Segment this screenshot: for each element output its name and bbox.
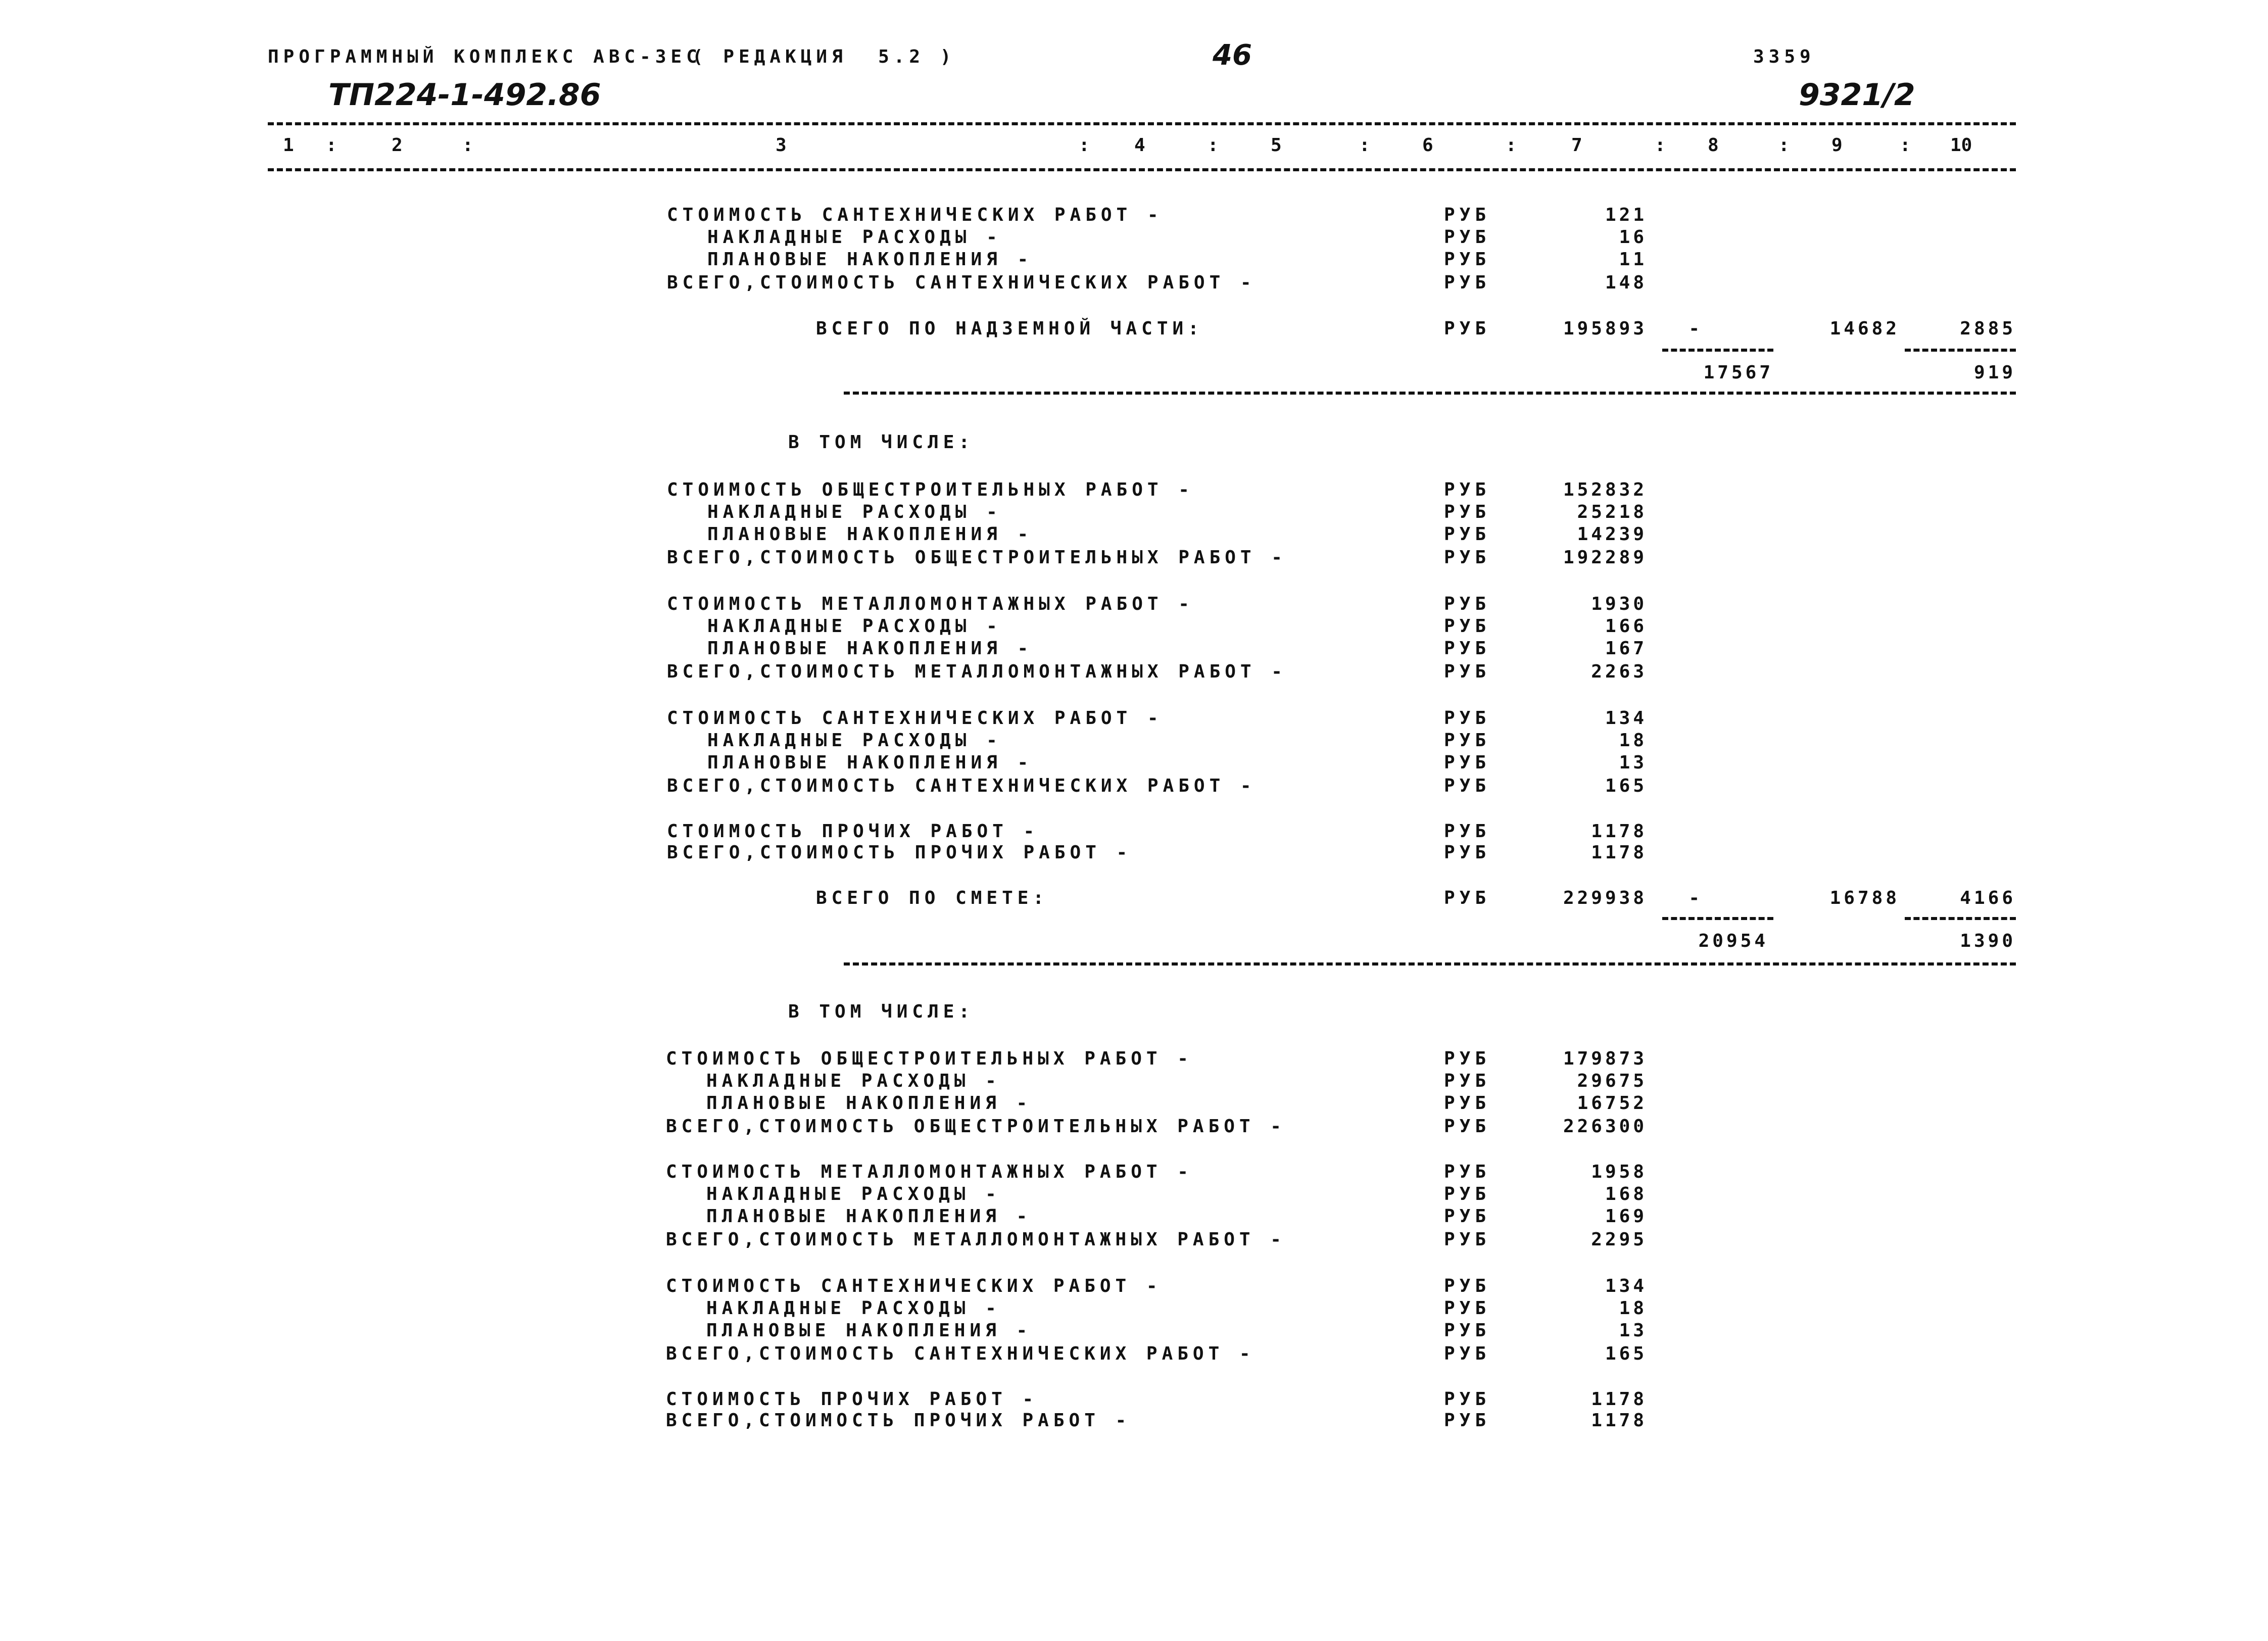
total-c9: 14682 (1829, 318, 1900, 339)
row-value: 2295 (1591, 1229, 1647, 1250)
edition-label: ( РЕДАКЦИЯ 5.2 ) (692, 46, 956, 67)
row-unit: РУБ (1444, 1343, 1491, 1364)
row-label: НАКЛАДНЫЕ РАСХОДЫ - (707, 730, 1002, 751)
col-sep: : (1900, 135, 1911, 156)
row-value: 179873 (1563, 1048, 1647, 1069)
header-bottom-rule (268, 168, 2016, 171)
row-label: СТОИМОСТЬ МЕТАЛЛОМОНТАЖНЫХ РАБОТ - (666, 1162, 1193, 1182)
total-c8: - (1688, 888, 1703, 908)
row-unit: РУБ (1444, 1298, 1491, 1319)
col-sep: : (1778, 135, 1790, 156)
row-unit: РУБ (1444, 616, 1491, 637)
row-value: 152832 (1563, 479, 1647, 500)
row-value: 167 (1605, 638, 1647, 659)
total-c8: - (1688, 318, 1703, 339)
row-unit: РУБ (1444, 661, 1491, 682)
total-label: ВСЕГО ПО НАДЗЕМНОЙ ЧАСТИ: (816, 318, 1203, 339)
col-sep: : (1506, 135, 1517, 156)
c8-underline (1662, 349, 1773, 352)
col-sep: : (1208, 135, 1219, 156)
row-label: НАКЛАДНЫЕ РАСХОДЫ - (706, 1298, 1001, 1319)
including-label: В ТОМ ЧИСЛЕ: (788, 1001, 975, 1022)
row-value: 18 (1619, 1298, 1647, 1319)
row-value: 13 (1619, 1320, 1647, 1341)
total-c7: 229938 (1563, 888, 1647, 908)
row-label: СТОИМОСТЬ ОБЩЕСТРОИТЕЛЬНЫХ РАБОТ - (666, 1048, 1193, 1069)
row-value: 1178 (1591, 1389, 1647, 1410)
row-unit: РУБ (1444, 479, 1491, 500)
row-label: ВСЕГО,СТОИМОСТЬ САНТЕХНИЧЕСКИХ РАБОТ - (666, 1343, 1255, 1364)
row-value: 166 (1605, 616, 1647, 637)
col-sep: : (326, 135, 337, 156)
row-label: НАКЛАДНЫЕ РАСХОДЫ - (706, 1071, 1001, 1091)
col-7: 7 (1571, 135, 1582, 156)
total-unit: РУБ (1444, 318, 1491, 339)
row-label: ПЛАНОВЫЕ НАКОПЛЕНИЯ - (706, 1093, 1032, 1114)
row-unit: РУБ (1444, 1162, 1491, 1182)
row-value: 134 (1605, 708, 1647, 729)
including-label: В ТОМ ЧИСЛЕ: (788, 432, 975, 453)
row-value: 16752 (1577, 1093, 1647, 1114)
row-label: СТОИМОСТЬ САНТЕХНИЧЕСКИХ РАБОТ - (667, 205, 1163, 225)
total-c10-sub: 1390 (1960, 931, 2016, 951)
total-c8-sub: 17567 (1703, 362, 1773, 383)
row-label: ВСЕГО,СТОИМОСТЬ САНТЕХНИЧЕСКИХ РАБОТ - (667, 776, 1256, 796)
row-label: ВСЕГО,СТОИМОСТЬ ОБЩЕСТРОИТЕЛЬНЫХ РАБОТ - (667, 547, 1287, 568)
col-1: 1 (283, 135, 294, 156)
row-unit: РУБ (1444, 1048, 1491, 1069)
row-label: ВСЕГО,СТОИМОСТЬ ПРОЧИХ РАБОТ - (667, 842, 1132, 863)
total-c9: 16788 (1829, 888, 1900, 908)
header-top-rule (268, 122, 2016, 125)
row-value: 25218 (1577, 502, 1647, 522)
col-2: 2 (392, 135, 403, 156)
row-value: 121 (1605, 205, 1647, 225)
row-unit: РУБ (1444, 1229, 1491, 1250)
row-value: 192289 (1563, 547, 1647, 568)
row-value: 2263 (1591, 661, 1647, 682)
row-value: 13 (1619, 752, 1647, 773)
row-unit: РУБ (1444, 1093, 1491, 1114)
row-value: 1958 (1591, 1162, 1647, 1182)
c8-underline (1662, 917, 1773, 920)
row-unit: РУБ (1444, 1116, 1491, 1137)
col-4: 4 (1134, 135, 1145, 156)
row-unit: РУБ (1444, 1410, 1491, 1431)
row-value: 168 (1605, 1184, 1647, 1204)
row-label: ПЛАНОВЫЕ НАКОПЛЕНИЯ - (707, 249, 1033, 270)
total-label: ВСЕГО ПО СМЕТЕ: (816, 888, 1049, 908)
col-9: 9 (1831, 135, 1843, 156)
section-rule (844, 392, 2016, 395)
row-value: 1178 (1591, 1410, 1647, 1431)
total-c10: 2885 (1960, 318, 2016, 339)
row-value: 1178 (1591, 842, 1647, 863)
row-unit: РУБ (1444, 1276, 1491, 1296)
row-value: 165 (1605, 1343, 1647, 1364)
row-value: 226300 (1563, 1116, 1647, 1137)
row-label: НАКЛАДНЫЕ РАСХОДЫ - (707, 227, 1002, 248)
row-value: 14239 (1577, 524, 1647, 545)
row-unit: РУБ (1444, 594, 1491, 614)
row-unit: РУБ (1444, 249, 1491, 270)
program-title: ПРОГРАММНЫЙ КОМПЛЕКС АВС-ЗЕС (268, 46, 702, 67)
row-label: ВСЕГО,СТОИМОСТЬ ПРОЧИХ РАБОТ - (666, 1410, 1131, 1431)
row-unit: РУБ (1444, 547, 1491, 568)
row-unit: РУБ (1444, 1206, 1491, 1227)
row-unit: РУБ (1444, 205, 1491, 225)
row-value: 16 (1619, 227, 1647, 248)
row-label: ПЛАНОВЫЕ НАКОПЛЕНИЯ - (707, 524, 1033, 545)
row-unit: РУБ (1444, 730, 1491, 751)
row-value: 148 (1605, 272, 1647, 293)
row-unit: РУБ (1444, 708, 1491, 729)
col-sep: : (462, 135, 473, 156)
row-value: 165 (1605, 776, 1647, 796)
row-unit: РУБ (1444, 502, 1491, 522)
row-label: ВСЕГО,СТОИМОСТЬ САНТЕХНИЧЕСКИХ РАБОТ - (667, 272, 1256, 293)
total-c10: 4166 (1960, 888, 2016, 908)
row-label: ВСЕГО,СТОИМОСТЬ МЕТАЛЛОМОНТАЖНЫХ РАБОТ - (667, 661, 1287, 682)
row-unit: РУБ (1444, 821, 1491, 842)
col-10: 10 (1950, 135, 1972, 156)
row-value: 169 (1605, 1206, 1647, 1227)
row-label: СТОИМОСТЬ ОБЩЕСТРОИТЕЛЬНЫХ РАБОТ - (667, 479, 1194, 500)
row-label: СТОИМОСТЬ ПРОЧИХ РАБОТ - (667, 821, 1039, 842)
row-label: ПЛАНОВЫЕ НАКОПЛЕНИЯ - (707, 752, 1033, 773)
col-sep: : (1079, 135, 1090, 156)
col-sep: : (1359, 135, 1370, 156)
row-value: 1930 (1591, 594, 1647, 614)
col-8: 8 (1708, 135, 1719, 156)
row-label: НАКЛАДНЫЕ РАСХОДЫ - (706, 1184, 1001, 1204)
total-c7: 195893 (1563, 318, 1647, 339)
row-unit: РУБ (1444, 1071, 1491, 1091)
sheet-code: 9321/2 (1799, 77, 1915, 113)
row-label: ПЛАНОВЫЕ НАКОПЛЕНИЯ - (706, 1206, 1032, 1227)
c10-underline (1905, 917, 2016, 920)
row-unit: РУБ (1444, 1320, 1491, 1341)
row-label: ВСЕГО,СТОИМОСТЬ МЕТАЛЛОМОНТАЖНЫХ РАБОТ - (666, 1229, 1286, 1250)
col-3: 3 (776, 135, 787, 156)
row-unit: РУБ (1444, 776, 1491, 796)
right-code: 3359 (1753, 46, 1815, 67)
row-label: ВСЕГО,СТОИМОСТЬ ОБЩЕСТРОИТЕЛЬНЫХ РАБОТ - (666, 1116, 1286, 1137)
row-value: 29675 (1577, 1071, 1647, 1091)
row-unit: РУБ (1444, 1184, 1491, 1204)
row-label: ПЛАНОВЫЕ НАКОПЛЕНИЯ - (707, 638, 1033, 659)
col-6: 6 (1422, 135, 1433, 156)
project-code: ТП224-1-492.86 (328, 77, 601, 113)
row-unit: РУБ (1444, 524, 1491, 545)
total-unit: РУБ (1444, 888, 1491, 908)
row-unit: РУБ (1444, 638, 1491, 659)
row-unit: РУБ (1444, 227, 1491, 248)
page-number: 46 (1213, 39, 1252, 72)
row-label: СТОИМОСТЬ ПРОЧИХ РАБОТ - (666, 1389, 1038, 1410)
row-unit: РУБ (1444, 752, 1491, 773)
total-c10-sub: 919 (1973, 362, 2016, 383)
row-value: 134 (1605, 1276, 1647, 1296)
row-label: НАКЛАДНЫЕ РАСХОДЫ - (707, 502, 1002, 522)
row-label: НАКЛАДНЫЕ РАСХОДЫ - (707, 616, 1002, 637)
row-unit: РУБ (1444, 1389, 1491, 1410)
row-label: СТОИМОСТЬ САНТЕХНИЧЕСКИХ РАБОТ - (666, 1276, 1162, 1296)
row-label: СТОИМОСТЬ МЕТАЛЛОМОНТАЖНЫХ РАБОТ - (667, 594, 1194, 614)
col-sep: : (1655, 135, 1666, 156)
section-rule (844, 962, 2016, 966)
row-value: 11 (1619, 249, 1647, 270)
row-label: ПЛАНОВЫЕ НАКОПЛЕНИЯ - (706, 1320, 1032, 1341)
c10-underline (1905, 349, 2016, 352)
total-c8-sub: 20954 (1698, 931, 1768, 951)
row-unit: РУБ (1444, 842, 1491, 863)
row-value: 18 (1619, 730, 1647, 751)
row-label: СТОИМОСТЬ САНТЕХНИЧЕСКИХ РАБОТ - (667, 708, 1163, 729)
col-5: 5 (1271, 135, 1282, 156)
row-unit: РУБ (1444, 272, 1491, 293)
row-value: 1178 (1591, 821, 1647, 842)
